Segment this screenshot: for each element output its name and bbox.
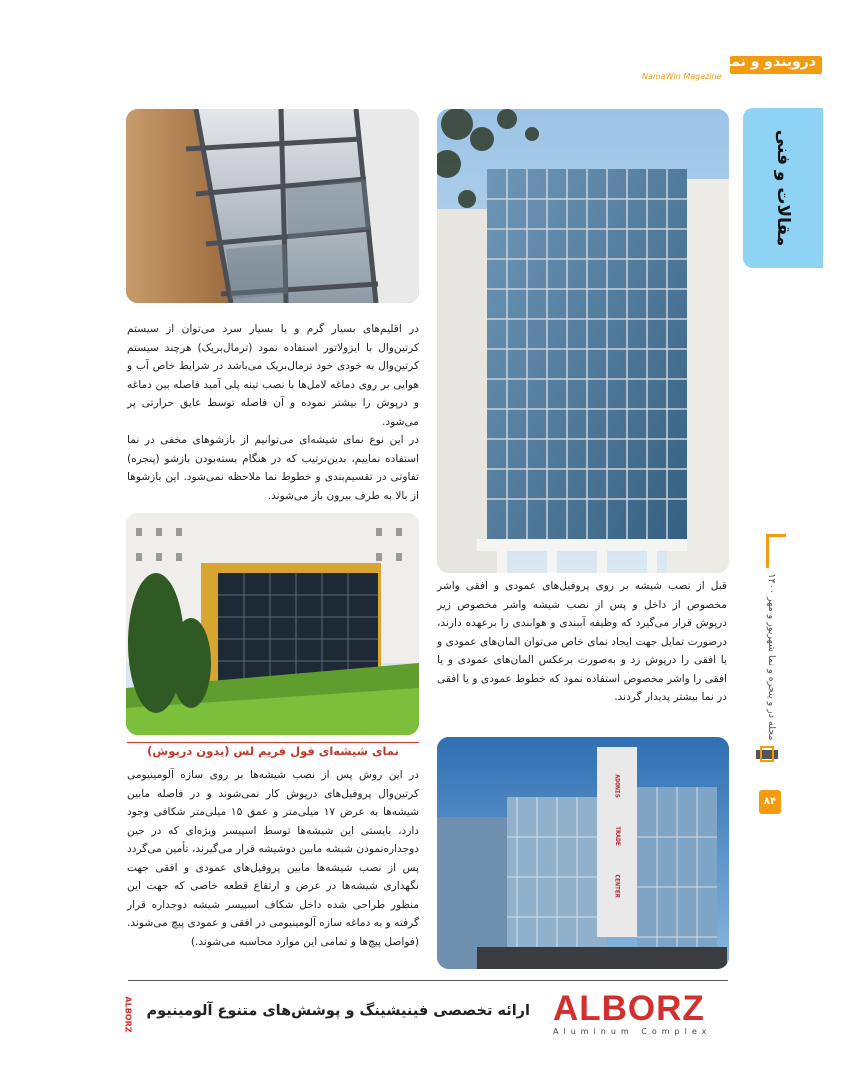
sign-word-1: ADONIS: [613, 774, 622, 798]
magazine-mini-icon: [756, 746, 778, 762]
section-tab: [743, 108, 823, 268]
sign-word-2: TRADE: [613, 826, 622, 846]
trade-center-illustration: [437, 737, 729, 969]
alborz-logo-text: ALBORZ: [553, 989, 705, 1028]
paragraph-frameless: در این روش پس از نصب شیشه‌ها بر روی سازه آلومینیومی کرتین‌وال پروفیل‌های درپوش کار نمی‌شوند و در فاصله مابین شیشه‌ها به عرض ۱۷ میلی‌متر و عمق ۱۵ میلی‌متر شکافی وجود دارد، بایستی این شیشه‌ها توسط اسپیسر ویژه‌ای که در حین دوجداره‌نمودن شیشه مابین دوشیشه قرار می‌گیرند، تأمین می‌گردد پس از نصب شیشه‌ها مابین پروفیل‌های عمودی و افقی جهت نگهداری شیشه‌ها در عرض و ارتفاع قطعه خاصی که جهت این منظور طراحی شده داخل شکاف اسپیسر شیشه دوجداره قرار گرفته و به دماغه سازه آلومینیومی در افقی و عمودی پیچ می‌شوند. (فواصل پیچ‌ها و تمامی این موارد محاسبه می‌شوند.): [127, 769, 419, 948]
curtain-wall-illustration: [126, 109, 419, 303]
footer-tagline: ارائه تخصصی فینیشینگ و پوشش‌های متنوع آلومینیوم: [146, 1003, 530, 1019]
footer-divider: [128, 980, 728, 981]
photo-dark-glass-building: [126, 513, 419, 735]
heading-underline: [127, 742, 419, 743]
logo-title: درویندو و نما: [725, 54, 816, 70]
alborz-logo-subtitle: Aluminum Complex: [553, 1027, 712, 1036]
issue-info: مجله در و پنجره و نما شهریور و مهر ۱۴۰۰: [766, 573, 777, 741]
section-tab-label: مقالات و فنی: [773, 129, 793, 247]
paragraph-gaskets: قبل از نصب شیشه بر روی پروفیل‌های عمودی و افقی واشر مخصوص از داخل و پس از نصب شیشه واشر مخصوص زیر درپوش قرار می‌گیرد که وظیفه آببندی و هوابندی را برعهده دارند، درصورت تمایل جهت ایجاد نمای خاص می‌توان المان‌های عمودی و یا افقی را درپوش زد و به‌صورت برعکس المان‌های عمودی و یا افقی را واشر مخصوص استفاده نمود که خطوط عمودی و یا افقی در نما بیشتر پدیدار گردند.: [437, 580, 727, 703]
side-brand-mark: ALBORZ: [123, 996, 133, 1033]
building-sign: [605, 761, 631, 911]
page-number-badge: [759, 790, 781, 814]
glass-tower-illustration: [437, 109, 729, 573]
side-orange-line: [766, 534, 769, 568]
sign-word-3: CENTER: [613, 874, 622, 898]
photo-glass-tower: [437, 109, 729, 573]
paragraph-hidden-vents: در این نوع نمای شیشه‌ای می‌توانیم از بازشوهای مخفی در نما استفاده نماییم، بدین‌ترتیب که در هنگام بسته‌بودن بازشو (پنجره) تفاوتی در تقسیم‌بندی و خطوط نما ملاحظه نمی‌شود. این بازشوها از بالا به طرف بیرون باز می‌شوند.: [127, 434, 419, 502]
dark-glass-building-illustration: [126, 513, 419, 735]
photo-curtain-wall-up: [126, 109, 419, 303]
paragraph-climate: در اقلیم‌های بسیار گرم و یا بسیار سرد می‌توان از سیستم کرتین‌وال با ایزولاتور استفاده نمود (ترمال‌بریک) هرچند سیستم کرتین‌وال به خودی خود ترمال‌بریک می‌باشد در شرایط خاص آب و هوایی بر روی دماغه لامل‌ها با نصب تینه پلی آمید فاصله بین دماغه و درپوش را بیشتر نموده و آن فاصله توسط عایق حرارتی پر می‌شود.: [127, 323, 419, 428]
magazine-logo: [640, 52, 822, 84]
side-orange-tick: [766, 534, 786, 537]
logo-subtitle: NamaWin Magazine: [642, 72, 722, 81]
photo-trade-center: [437, 737, 729, 969]
page-number: ۸۴: [763, 796, 777, 807]
alborz-logo: [553, 989, 731, 1039]
frameless-section-heading: نمای شیشه‌ای فول فریم لس (بدون درپوش): [147, 744, 399, 758]
